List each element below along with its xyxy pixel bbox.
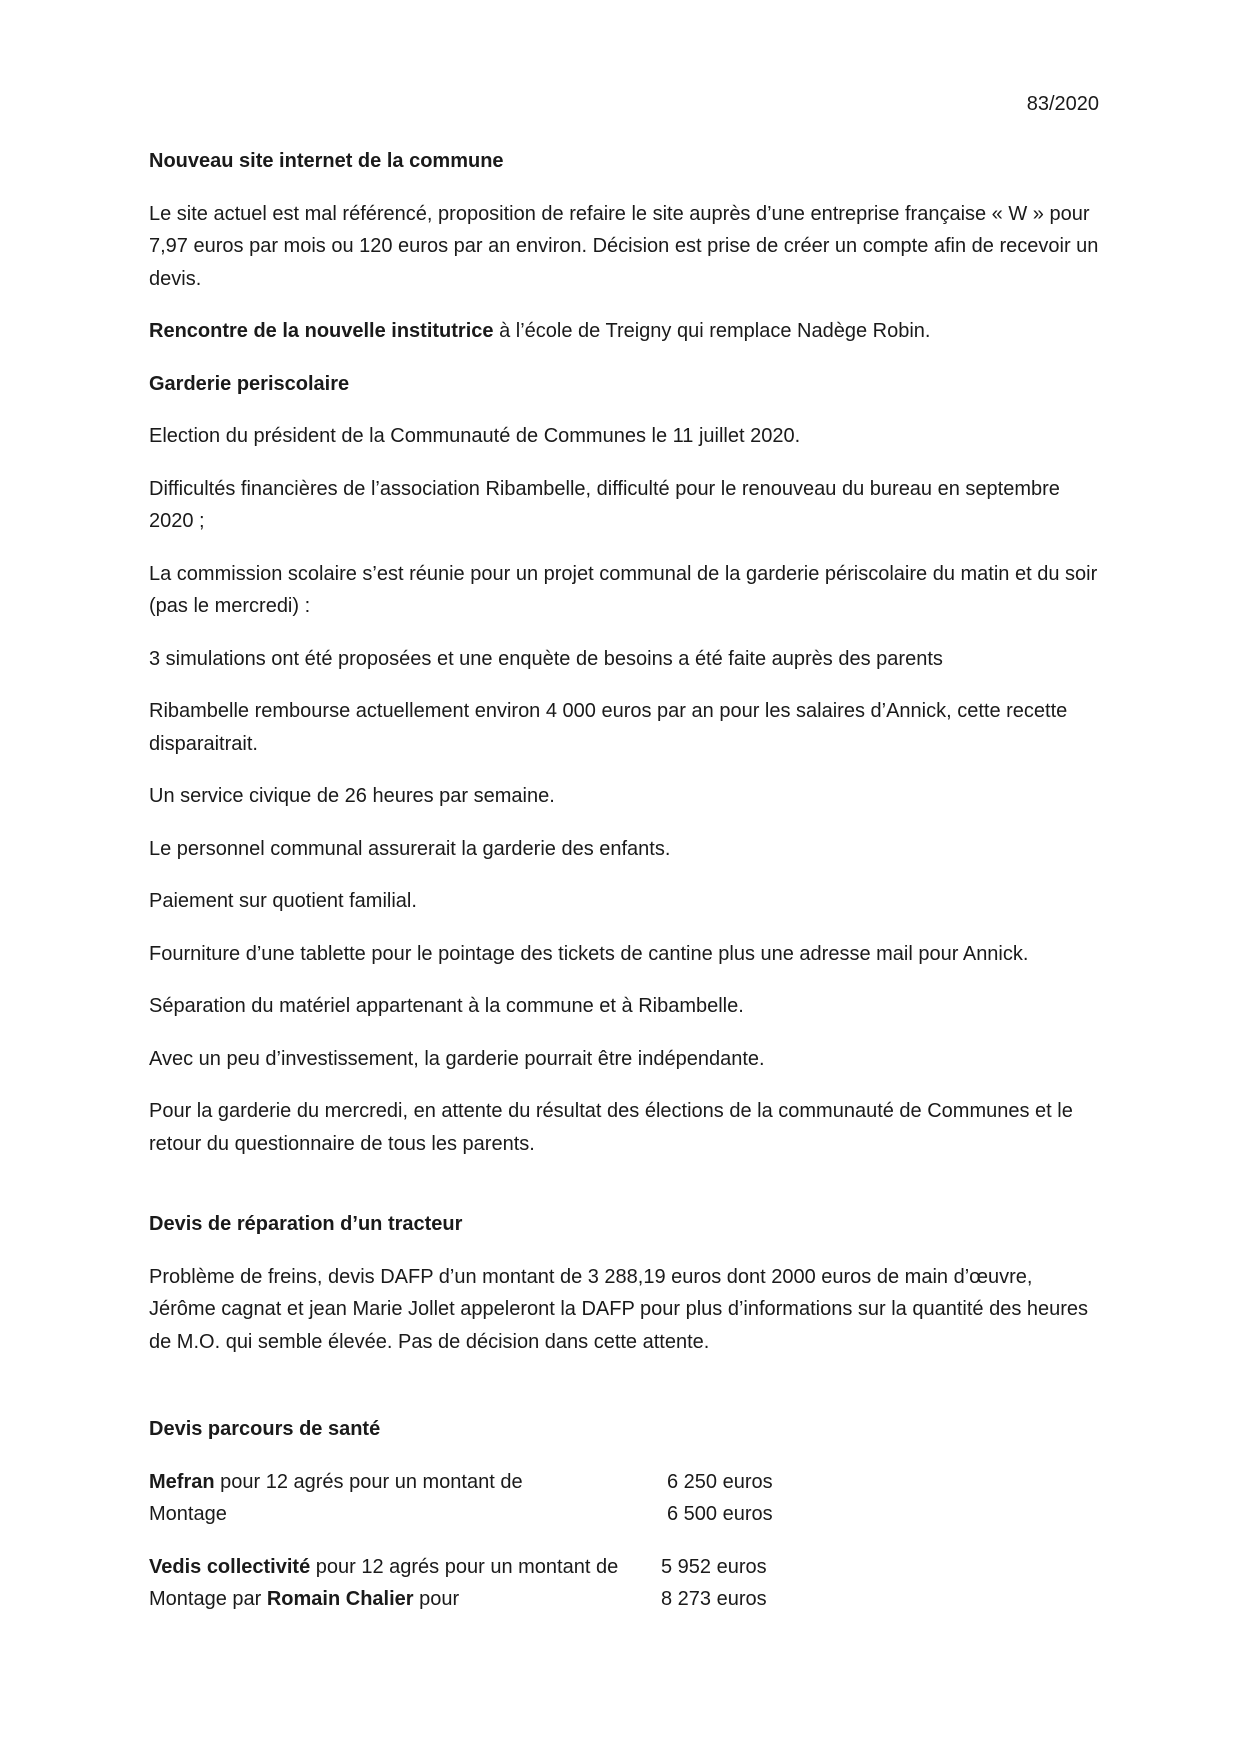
quote-row-mefran-montage [149, 1498, 1099, 1531]
paragraph-garderie: Election du président de la Communauté de Communes le 11 juillet 2020. [149, 425, 801, 447]
paragraph-garderie: Ribambelle rembourse actuellement environ 4 000 euros par an pour les salaires d’Annick, cette recette disparaitrait. [149, 700, 1068, 755]
paragraph-garderie: Un service civique de 26 heures par semaine. [149, 785, 555, 807]
installer-name: Romain Chalier [266, 1588, 414, 1610]
paragraph-garderie: Le personnel communal assurerait la garderie des enfants. [149, 837, 671, 860]
heading-garderie: Garderie periscolaire [149, 372, 350, 395]
paragraph-tracteur: Problème de freins, devis DAFP d’un montant de 3 288,19 euros dont 2000 euros de main d’œuvre, Jérôme cagnat et jean Marie Jollet appeleront la DAFP pour plus d’informations sur la quantité des heures de M.O. qui semble élevée. Pas de décision dans cette attente. [149, 1265, 1089, 1353]
quote-label [149, 1583, 661, 1616]
quote-row-vedis [149, 1551, 1099, 1584]
quote-label [149, 1466, 667, 1499]
document-body [149, 145, 1099, 1616]
quote-label [149, 1551, 661, 1584]
paragraph-garderie: Difficultés financières de l’association Ribambelle, difficulté pour le renouveau du bureau en septembre 2020 ; [149, 477, 1060, 532]
paragraph-rencontre [149, 315, 1099, 348]
quote-amount: 6 500 euros [667, 1503, 773, 1525]
paragraph-garderie: Fourniture d’une tablette pour le pointage des tickets de cantine plus une adresse mail pour Annick. [149, 942, 1029, 965]
quote-row-mefran [149, 1466, 1099, 1499]
heading-tracteur: Devis de réparation d’un tracteur [149, 1213, 463, 1235]
page-number: 83/2020 [1026, 93, 1099, 115]
heading-site: Nouveau site internet de la commune [149, 150, 504, 172]
supplier-name: Mefran [149, 1470, 215, 1493]
paragraph-garderie: Paiement sur quotient familial. [149, 890, 417, 912]
montage-suffix: pour [413, 1588, 460, 1610]
paragraph-garderie: Avec un peu d’investissement, la garderie pourrait être indépendante. [149, 1047, 765, 1070]
montage-prefix: Montage par [149, 1588, 267, 1610]
quote-desc: pour 12 agrés pour un montant de [310, 1555, 619, 1578]
rencontre-text: à l’école de Treigny qui remplace Nadège Robin. [493, 320, 931, 342]
paragraph-garderie: 3 simulations ont été proposées et une enquète de besoins a été faite auprès des parents [149, 647, 943, 670]
quote-amount: 6 250 euros [667, 1470, 773, 1493]
quote-desc: pour 12 agrés pour un montant de [214, 1470, 523, 1493]
paragraph-garderie: Séparation du matériel appartenant à la commune et à Ribambelle. [149, 995, 744, 1017]
quote-amount: 5 952 euros [661, 1555, 767, 1578]
paragraph-garderie: La commission scolaire s’est réunie pour un projet communal de la garderie périscolaire du matin et du soir (pas le mercredi) : [149, 562, 1098, 617]
quote-label: Montage [149, 1503, 227, 1525]
quote-row-vedis-montage [149, 1583, 1099, 1616]
quote-amount: 8 273 euros [661, 1588, 767, 1610]
supplier-name: Vedis collectivité [149, 1555, 311, 1578]
paragraph-garderie: Pour la garderie du mercredi, en attente du résultat des élections de la communauté de Communes et le retour du questionnaire de tous les parents. [149, 1100, 1073, 1155]
heading-sante: Devis parcours de santé [149, 1418, 381, 1440]
paragraph-site: Le site actuel est mal référencé, proposition de refaire le site auprès d’une entreprise française « W » pour 7,97 euros par mois ou 120 euros par an environ. Décision est prise de créer un compte afin de recevoir un devis. [149, 202, 1099, 290]
rencontre-bold: Rencontre de la nouvelle institutrice [149, 320, 494, 342]
